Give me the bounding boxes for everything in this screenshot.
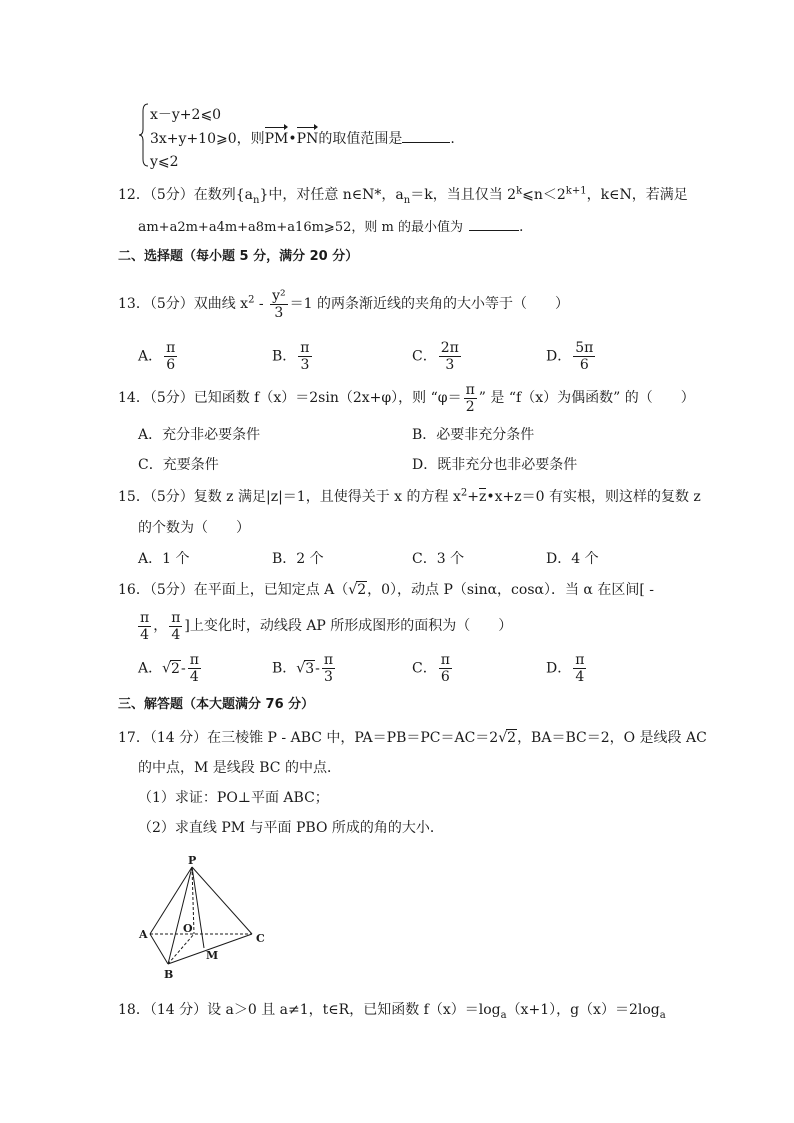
vector-pm: PM <box>264 131 289 147</box>
question-14-stem: 14．（5分）已知函数 f（x）＝2sin（2x+φ），则 “φ＝ $\frac{\pi}{2}$ ” 是 “f（x）为偶函数” 的（ ） <box>118 381 695 415</box>
question-15-line-1: 15．（5分）复数 z 满足|z|＝1，且使得关于 x 的方程 $x^2+z•x+z=0$ 有实根，则这样的复数 z <box>118 487 701 505</box>
option-15-c: C．3 个 <box>412 551 465 567</box>
question-16-line-2: $\frac{\pi}{4}$ ， $\frac{\pi}{4}$ ]上变化时，动线段 AP 所形成图形的面积为（ ） <box>140 609 513 643</box>
option-13-b: B． $\frac{\pi}{3}$ <box>272 340 310 373</box>
question-17-part-2: （2）求直线 PM 与平面 PBO 所成的角的大小． <box>138 820 444 836</box>
section-heading-solve: 三、解答题（本大题满分 76 分） <box>118 697 315 712</box>
question-17-part-1: （1）求证：PO⊥平面 ABC； <box>138 790 329 806</box>
option-14-a: A．充分非必要条件 <box>138 427 261 443</box>
label-a: A <box>139 928 148 941</box>
option-14-c: C．充要条件 <box>138 457 219 473</box>
answer-blank <box>402 130 450 143</box>
option-13-c: C． $\frac{2\pi}{3}$ <box>412 340 459 373</box>
option-15-d: D．4 个 <box>546 551 599 567</box>
section-heading-choice: 二、选择题（每小题 5 分，满分 20 分） <box>118 249 359 264</box>
option-16-c: C． $\frac{\pi}{6}$ <box>412 652 450 685</box>
vector-pn: PN <box>296 131 319 147</box>
option-15-b: B．2 个 <box>272 551 324 567</box>
label-m: M <box>206 949 219 962</box>
option-14-b: B．必要非充分条件 <box>412 427 535 443</box>
label-p: P <box>188 854 197 867</box>
question-17-line-1: 17．（14 分）在三棱锥 P - ABC 中，PA＝PB＝PC＝AC＝2√2，BA＝BC＝2，O 是线段 AC <box>118 730 707 746</box>
z-conjugate: z <box>478 489 487 505</box>
label-b: B <box>164 968 174 981</box>
option-16-a: A．√2- $\frac{\pi}{4}$ <box>138 652 199 685</box>
constraint-line-3: y⩽2 <box>150 154 179 170</box>
question-17-line-2: 的中点，M 是线段 BC 的中点． <box>138 760 341 776</box>
constraint-line-1: x－y+2⩽0 <box>150 107 222 123</box>
option-14-d: D．既非充分也非必要条件 <box>412 457 578 473</box>
system-brace <box>139 103 149 167</box>
question-15-line-2: 的个数为（ ） <box>138 520 250 536</box>
label-o: O <box>183 922 193 935</box>
answer-blank <box>469 218 519 231</box>
question-13-stem: 13．（5分）双曲线 $x^2$ - $\frac{\text{y²}}{3}$ ＝1 的两条渐近线的夹角的大小等于（ ） <box>118 287 569 321</box>
option-15-a: A．1 个 <box>138 551 190 567</box>
question-12-line-2: am+a2m+a4m+a8m+a16m⩾52，则 m 的最小值为 . <box>138 219 524 235</box>
question-12-line-1: 12．（5分）在数列$\{a_n\}$中，对任意 n∈N*，$a_n=k$，当且仅当 $2^k⩽n<2^{k+1}$，k∈N，若满足 <box>118 185 688 206</box>
constraint-line-2: 3x+y+10⩾0，则PM•PN的取值范围是 . <box>150 131 455 147</box>
question-16-line-1: 16．（5分）在平面上，已知定点 A（√2，0），动点 P（sinα，cosα）．当 α 在区间[ - <box>118 582 654 598</box>
option-13-d: D． $\frac{5\pi}{6}$ <box>546 340 594 373</box>
option-13-a: A． $\frac{\pi}{6}$ <box>138 340 176 373</box>
question-18-line-1: 18．（14 分）设 a＞0 且 a≠1，t∈R，已知函数 $f(x)=\log_a(x+1)$，$g(x)=2\log_a$ <box>118 1002 666 1021</box>
pyramid-figure <box>136 852 270 982</box>
label-c: C <box>256 932 265 945</box>
fraction: $\frac{\text{y²}}{3}$ <box>272 287 286 321</box>
option-16-d: D． $\frac{\pi}{4}$ <box>546 652 585 685</box>
option-16-b: B．√3- $\frac{\pi}{3}$ <box>272 652 334 685</box>
